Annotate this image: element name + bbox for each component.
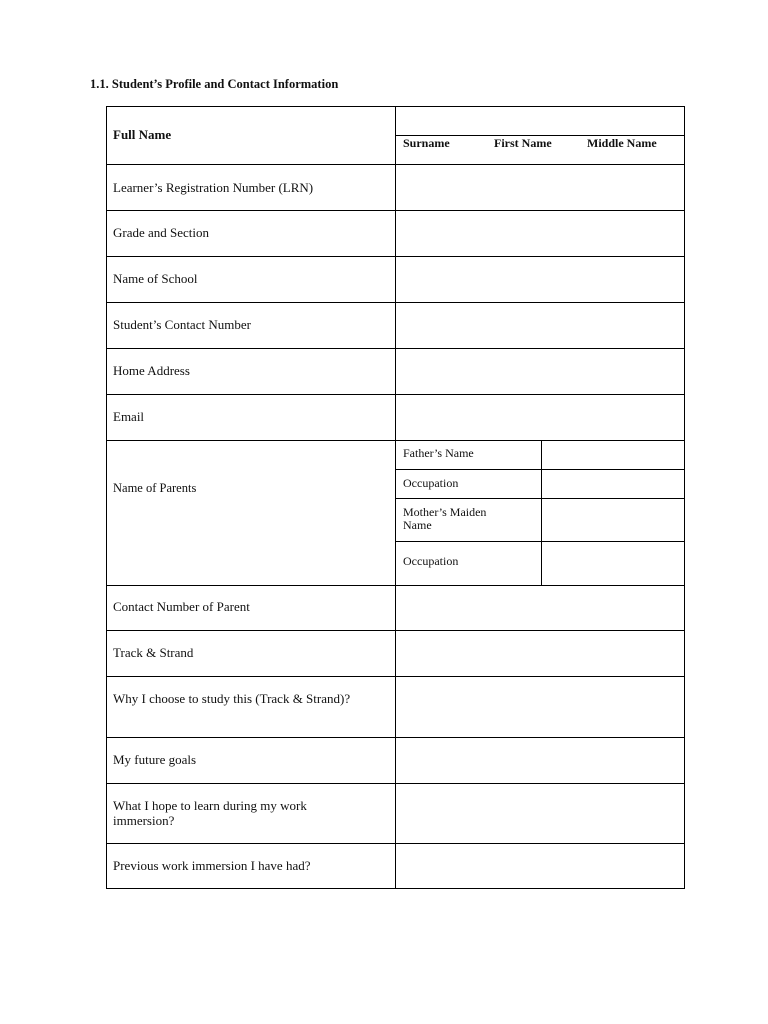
why-track-input[interactable] [396, 677, 684, 737]
grade-section-input[interactable] [396, 211, 684, 256]
email-input[interactable] [396, 395, 684, 440]
hope-to-learn-label: What I hope to learn during my work immersion? [113, 798, 307, 828]
section-number: 1.1. [90, 77, 109, 91]
profile-form-table [106, 106, 685, 889]
school-name-input[interactable] [396, 257, 684, 302]
previous-immersion-label: Previous work immersion I have had? [113, 858, 311, 873]
mother-occupation-input[interactable] [542, 542, 684, 585]
lrn-label: Learner’s Registration Number (LRN) [113, 180, 314, 195]
home-address-label: Home Address [113, 363, 190, 378]
hope-to-learn-input[interactable] [396, 784, 684, 843]
middle-name-column-label: Middle Name [587, 136, 657, 150]
parents-label: Name of Parents [113, 481, 197, 495]
father-name-label: Father’s Name [403, 446, 474, 460]
father-occupation-input[interactable] [542, 470, 684, 498]
track-strand-input[interactable] [396, 631, 684, 676]
surname-column-label: Surname [403, 136, 450, 150]
mother-maiden-name-input[interactable] [542, 499, 684, 541]
lrn-input[interactable] [396, 165, 684, 210]
first-name-column-label: First Name [494, 136, 552, 150]
section-heading [90, 77, 338, 92]
parent-contact-label: Contact Number of Parent [113, 599, 250, 614]
why-track-label: Why I choose to study this (Track & Strand)? [113, 691, 351, 706]
email-label: Email [113, 409, 145, 424]
parent-contact-input[interactable] [396, 586, 684, 630]
father-name-input[interactable] [542, 441, 684, 469]
grade-section-label: Grade and Section [113, 225, 210, 240]
student-contact-label: Student’s Contact Number [113, 317, 251, 332]
full-name-label: Full Name [113, 127, 172, 142]
future-goals-input[interactable] [396, 738, 684, 783]
future-goals-label: My future goals [113, 752, 197, 767]
student-contact-input[interactable] [396, 303, 684, 348]
mother-maiden-name-label: Mother’s Maiden Name [403, 505, 487, 532]
school-name-label: Name of School [113, 271, 198, 286]
previous-immersion-input[interactable] [396, 844, 684, 888]
track-strand-label: Track & Strand [113, 645, 194, 660]
home-address-input[interactable] [396, 349, 684, 394]
section-title: Student’s Profile and Contact Information [111, 77, 339, 91]
father-occupation-label: Occupation [403, 476, 459, 490]
full-name-input[interactable] [396, 136, 684, 164]
mother-occupation-label: Occupation [403, 554, 459, 568]
